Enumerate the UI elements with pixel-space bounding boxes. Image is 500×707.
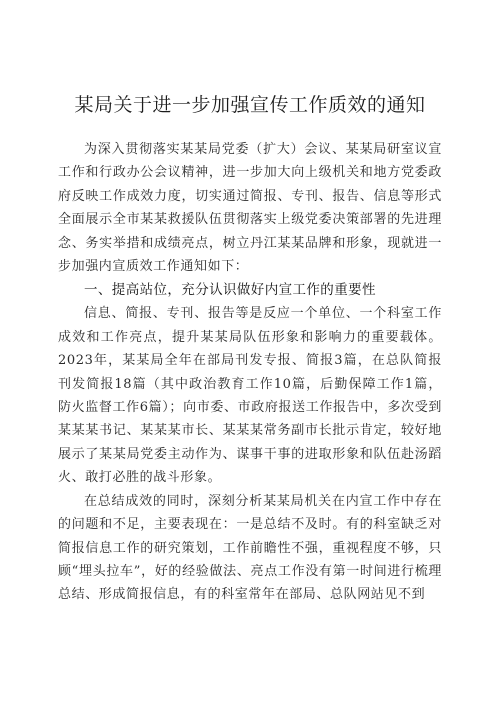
intro-paragraph: 为深入贯彻落实某某局党委（扩大）会议、某某局研室议宣工作和行政办公会议精神，进一步加大向上级机关和地方党委政府反映工作成效力度，切实通过简报、专刊、报告、信息等形式全面展示全市某某救援队伍贯彻落实上级党委决策部署的先进理念、务实举措和成绩亮点，树立丹江某某品牌和形象，现就进一步加强内宣质效工作通知如下： <box>58 142 442 275</box>
section-paragraph: 在总结成效的同时，深刻分析某某局机关在内宣工作中存在的问题和不足，主要表现在：一是总结不及时。有的科室缺乏对简报信息工作的研究策划，工作前瞻性不强，重视程度不够，只顾“埋头拉车”，好的经验做法、亮点工作没有第一时间进行梳理总结、形成简报信息，有的科室常年在部局、总队网站见不到 <box>58 493 442 603</box>
document-title: 某局关于进一步加强宣传工作质效的通知 <box>74 94 426 116</box>
section-heading: 一、提高站位，充分认识做好内宣工作的重要性 <box>84 282 376 299</box>
document-body <box>58 138 442 607</box>
section-paragraph: 信息、简报、专刊、报告等是反应一个单位、一个科室工作成效和工作亮点，提升某某局队伍形象和影响力的重要载体。2023年，某某局全年在部局刊发专报、简报3篇，在总队简报刊发简报18篇（其中政治教育工作10篇，后勤保障工作1篇，防火监督工作6篇）；向市委、市政府报送工作报告中，多次受到某某某书记、某某某市长、某某某常务副市长批示肯定，较好地展示了某某局党委主动作为、谋事干事的进取形象和队伍赴汤蹈火、敢打必胜的战斗形象。 <box>58 306 442 486</box>
